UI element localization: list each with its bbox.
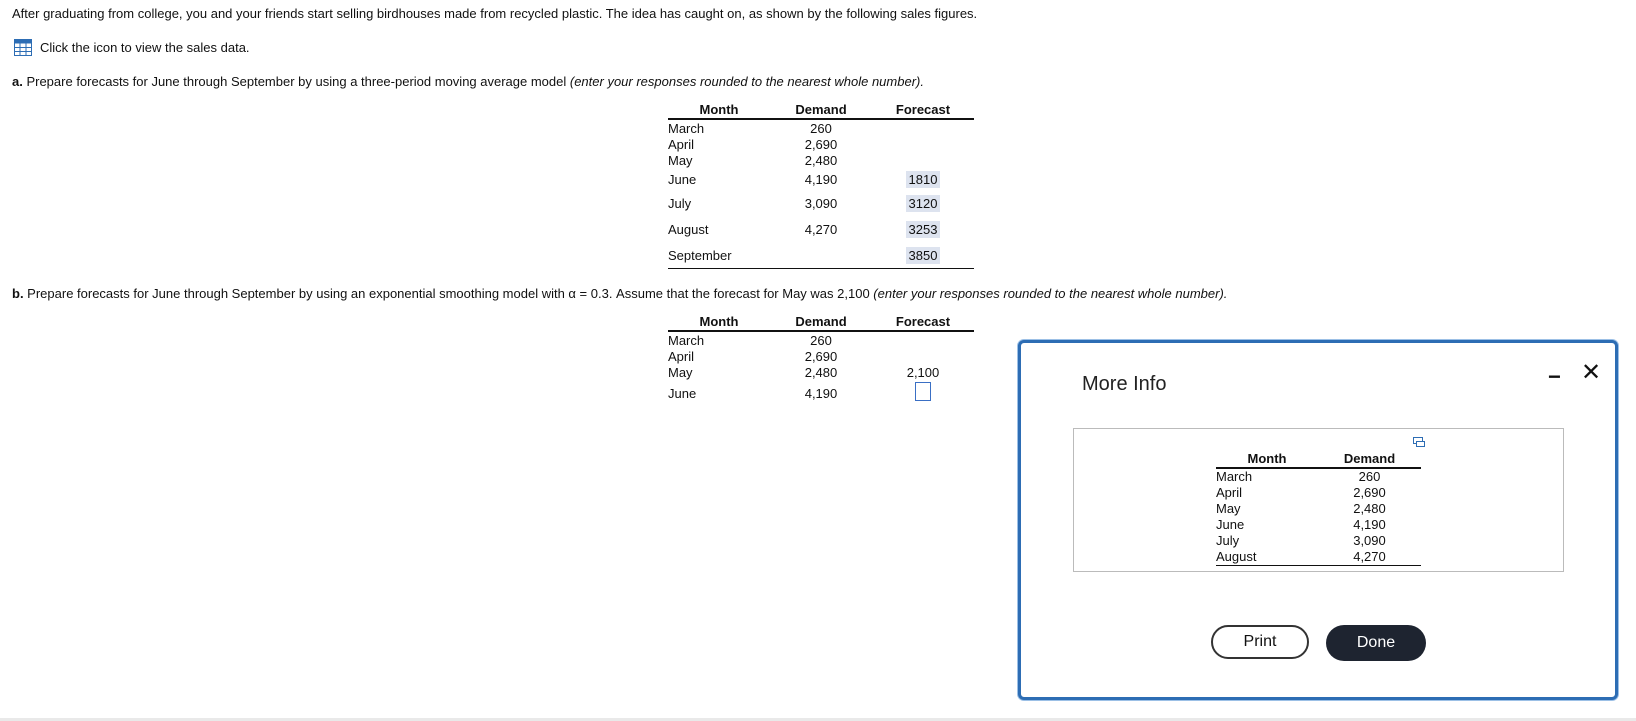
table-row xyxy=(668,169,974,190)
month-header: Month xyxy=(699,314,739,329)
table-row xyxy=(668,332,974,348)
month-cell: April xyxy=(668,136,695,152)
table-row xyxy=(668,152,974,169)
sales-data-table xyxy=(1216,451,1421,566)
part-b-text: Prepare forecasts for June through September by using an exponential smoothing model with α = 0.3. Assume that the forecast for May was 2,100 xyxy=(23,286,874,301)
month-cell: June xyxy=(668,385,697,401)
month-cell: March xyxy=(668,120,705,136)
intro-text: After graduating from college, you and your friends start selling birdhouses made from recycled plastic. The idea has caught on, as shown by the following sales figures. xyxy=(12,6,978,21)
table-row xyxy=(668,364,974,381)
table-a xyxy=(668,102,974,269)
sales-data-link[interactable] xyxy=(14,39,250,56)
demand-cell: 4,190 xyxy=(1353,517,1386,532)
table-row xyxy=(668,120,974,136)
demand-cell: 4,190 xyxy=(804,385,838,401)
month-header: Month xyxy=(1247,451,1287,466)
month-cell: May xyxy=(1216,501,1241,516)
part-b-prompt xyxy=(12,286,1227,301)
close-icon[interactable]: ✕ xyxy=(1581,359,1602,386)
month-cell: April xyxy=(668,348,695,364)
forecast-answer-june[interactable]: 1810 xyxy=(906,171,941,188)
data-table-icon[interactable] xyxy=(14,39,32,56)
table-row xyxy=(668,136,974,152)
part-a-note: (enter your responses rounded to the nearest whole number). xyxy=(569,74,924,89)
table-row xyxy=(1216,517,1421,533)
forecast-cell: 2,100 xyxy=(906,365,940,380)
month-cell: August xyxy=(1216,549,1257,564)
forecast-header: Forecast xyxy=(895,102,951,117)
table-row xyxy=(668,190,974,216)
table-row xyxy=(668,216,974,242)
sales-data-link-label[interactable]: Click the icon to view the sales data. xyxy=(40,40,250,55)
part-b-note: (enter your responses rounded to the nearest whole number). xyxy=(873,286,1228,301)
demand-cell: 2,690 xyxy=(804,136,838,152)
demand-cell: 4,190 xyxy=(804,172,838,187)
sales-data-frame xyxy=(1073,428,1564,572)
minimize-icon[interactable]: − xyxy=(1548,364,1561,389)
table-row xyxy=(1216,533,1421,549)
forecast-answer-august[interactable]: 3253 xyxy=(906,221,941,238)
demand-cell: 4,270 xyxy=(804,221,838,237)
table-row xyxy=(668,242,974,269)
table-row xyxy=(1216,501,1421,517)
sales-data-header xyxy=(1216,451,1421,469)
part-b-label: b. xyxy=(12,286,24,301)
demand-cell: 2,480 xyxy=(1353,501,1386,516)
forecast-answer-september[interactable]: 3850 xyxy=(906,247,941,264)
month-cell: April xyxy=(1216,485,1243,500)
table-row xyxy=(1216,549,1421,566)
table-b-header xyxy=(668,314,974,332)
month-cell: July xyxy=(1216,533,1240,548)
dialog-title: More Info xyxy=(1082,373,1167,395)
demand-cell: 2,480 xyxy=(804,153,838,168)
demand-cell: 2,480 xyxy=(804,365,838,380)
demand-header: Demand xyxy=(1343,451,1396,466)
demand-cell: 3,090 xyxy=(804,195,838,211)
forecast-header: Forecast xyxy=(895,314,951,329)
month-cell: March xyxy=(668,332,705,348)
demand-cell: 260 xyxy=(1358,469,1381,484)
part-a-label: a. xyxy=(12,74,23,89)
month-cell: August xyxy=(668,221,709,237)
month-cell: June xyxy=(668,172,697,187)
table-row xyxy=(1216,469,1421,485)
demand-cell: 260 xyxy=(810,120,832,136)
demand-header: Demand xyxy=(795,314,847,329)
print-button[interactable]: Print xyxy=(1211,625,1309,659)
forecast-answer-july[interactable]: 3120 xyxy=(906,195,941,212)
table-row xyxy=(668,381,974,405)
more-info-dialog xyxy=(1018,340,1618,700)
popout-icon[interactable] xyxy=(1413,437,1425,447)
demand-cell: 4,270 xyxy=(1353,549,1386,564)
table-row xyxy=(1216,485,1421,501)
part-a-prompt xyxy=(12,74,924,89)
month-header: Month xyxy=(699,102,739,117)
table-b xyxy=(668,314,974,405)
demand-cell: 2,690 xyxy=(1353,485,1386,500)
demand-header: Demand xyxy=(795,102,847,117)
month-cell: March xyxy=(1216,469,1253,484)
demand-cell: 260 xyxy=(810,332,832,348)
month-cell: May xyxy=(668,365,693,380)
table-a-header xyxy=(668,102,974,120)
done-button[interactable]: Done xyxy=(1326,625,1426,661)
part-a-text: Prepare forecasts for June through September by using a three-period moving average model xyxy=(22,74,570,89)
month-cell: May xyxy=(668,153,693,168)
month-cell: July xyxy=(668,195,692,211)
demand-cell: 3,090 xyxy=(1353,533,1386,548)
month-cell: June xyxy=(1216,517,1245,532)
demand-cell: 2,690 xyxy=(804,348,838,364)
forecast-input-june[interactable] xyxy=(915,382,931,401)
month-cell: September xyxy=(668,247,732,263)
table-row xyxy=(668,348,974,364)
